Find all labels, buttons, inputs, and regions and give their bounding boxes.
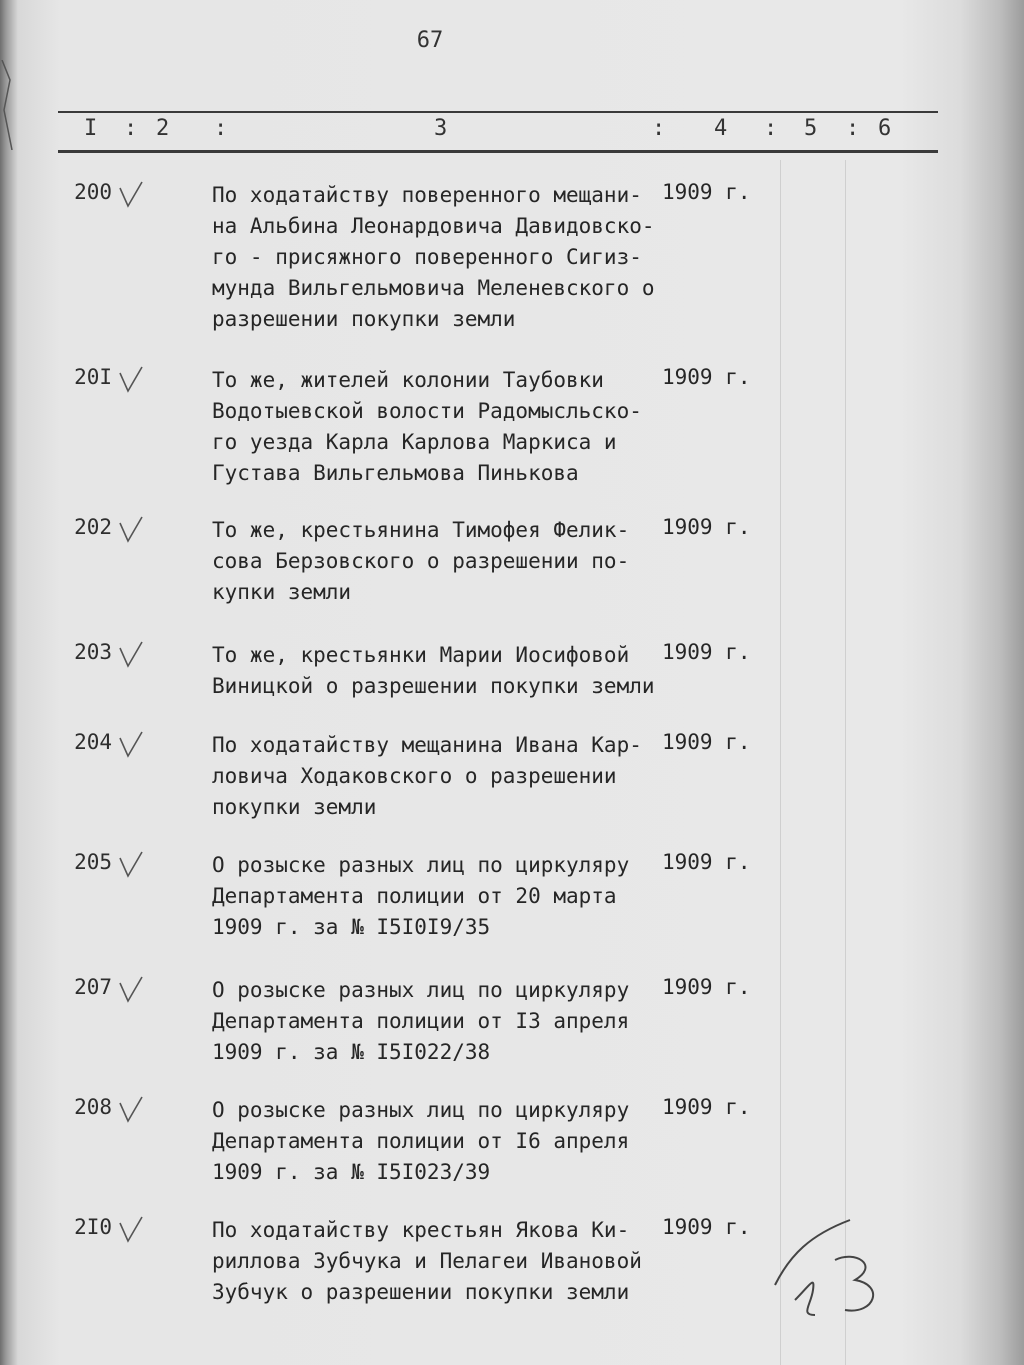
header-rule-top [58, 111, 938, 113]
entry-year: 1909 г. [662, 640, 751, 664]
entry-description [212, 365, 662, 489]
entry-year: 1909 г. [662, 1215, 751, 1239]
description-line: По ходатайству мещанина Ивана Кар- [212, 733, 642, 757]
entry-number: 208 [74, 1095, 112, 1119]
description-line: Департамента полиции от 20 марта [212, 884, 617, 908]
entry-year: 1909 г. [662, 180, 751, 204]
header-col-6: 6 [878, 116, 892, 141]
description-line: По ходатайству поверенного мещани- [212, 183, 642, 207]
header-separator: : [652, 116, 666, 141]
description-line: Департамента полиции от I6 апреля [212, 1129, 630, 1153]
header-rule-bottom [58, 150, 938, 153]
column-divider [845, 160, 846, 1365]
entry-number: 203 [74, 640, 112, 664]
checkmark-icon [116, 730, 146, 760]
checkmark-icon [116, 850, 146, 880]
description-line: Зубчук о разрешении покупки земли [212, 1280, 630, 1304]
description-line: покупки земли [212, 795, 377, 819]
entry-description [212, 730, 662, 823]
entry-year: 1909 г. [662, 365, 751, 389]
entry-year: 1909 г. [662, 515, 751, 539]
entry-description [212, 1215, 662, 1308]
checkmark-icon [116, 975, 146, 1005]
checkmark-icon [116, 180, 146, 210]
entry-year: 1909 г. [662, 975, 751, 999]
entry-year: 1909 г. [662, 730, 751, 754]
entry-description [212, 975, 662, 1068]
binder-edge [0, 60, 18, 150]
checkmark-icon [116, 1215, 146, 1245]
entry-number: 2I0 [74, 1215, 112, 1239]
description-line: Департамента полиции от I3 апреля [212, 1009, 630, 1033]
description-line: О розыске разных лиц по циркуляру [212, 1098, 630, 1122]
header-col-5: 5 [804, 116, 818, 141]
header-col-2: 2 [156, 116, 170, 141]
entry-number: 204 [74, 730, 112, 754]
description-line: риллова Зубчука и Пелагеи Ивановой [212, 1249, 642, 1273]
checkmark-icon [116, 515, 146, 545]
page-number: 67 [416, 28, 444, 53]
description-line: ловича Ходаковского о разрешении [212, 764, 617, 788]
description-line: Виницкой о разрешении покупки земли [212, 674, 655, 698]
description-line: купки земли [212, 580, 352, 604]
header-col-4: 4 [714, 116, 728, 141]
description-line: Водотыевской волости Радомысльско- [212, 399, 642, 423]
entry-number: 20I [74, 365, 112, 389]
description-line: на Альбина Леонардовича Давидовско- [212, 214, 655, 238]
entry-description [212, 515, 662, 608]
checkmark-icon [116, 640, 146, 670]
description-line: О розыске разных лиц по циркуляру [212, 853, 630, 877]
description-line: То же, крестьянина Тимофея Фелик- [212, 518, 630, 542]
description-line: То же, жителей колонии Таубовки [212, 368, 604, 392]
entry-number: 207 [74, 975, 112, 999]
description-line: 1909 г. за № I5I0I9/35 [212, 915, 491, 939]
entry-description [212, 180, 662, 335]
entry-year: 1909 г. [662, 850, 751, 874]
entry-number: 205 [74, 850, 112, 874]
checkmark-icon [116, 1095, 146, 1125]
entry-number: 202 [74, 515, 112, 539]
description-line: разрешении покупки земли [212, 307, 516, 331]
description-line: О розыске разных лиц по циркуляру [212, 978, 630, 1002]
description-line: мунда Вильгельмовича Меленевского о [212, 276, 655, 300]
handwritten-signature [755, 1215, 905, 1325]
entry-number: 200 [74, 180, 112, 204]
description-line: Густава Вильгельмова Пинькова [212, 461, 579, 485]
description-line: 1909 г. за № I5I022/38 [212, 1040, 491, 1064]
header-col-1: I [84, 116, 98, 141]
entry-description [212, 640, 662, 702]
column-divider [780, 160, 781, 1365]
entry-description [212, 1095, 662, 1188]
entry-description [212, 850, 662, 943]
description-line: го - присяжного поверенного Сигиз- [212, 245, 642, 269]
checkmark-icon [116, 365, 146, 395]
header-separator: : [846, 116, 860, 141]
header-separator: : [124, 116, 138, 141]
entry-year: 1909 г. [662, 1095, 751, 1119]
description-line: го уезда Карла Карлова Маркиса и [212, 430, 617, 454]
header-col-3: 3 [434, 116, 448, 141]
description-line: По ходатайству крестьян Якова Ки- [212, 1218, 630, 1242]
description-line: То же, крестьянки Марии Иосифовой [212, 643, 630, 667]
header-separator: : [214, 116, 228, 141]
description-line: сова Берзовского о разрешении по- [212, 549, 630, 573]
description-line: 1909 г. за № I5I023/39 [212, 1160, 491, 1184]
header-separator: : [764, 116, 778, 141]
